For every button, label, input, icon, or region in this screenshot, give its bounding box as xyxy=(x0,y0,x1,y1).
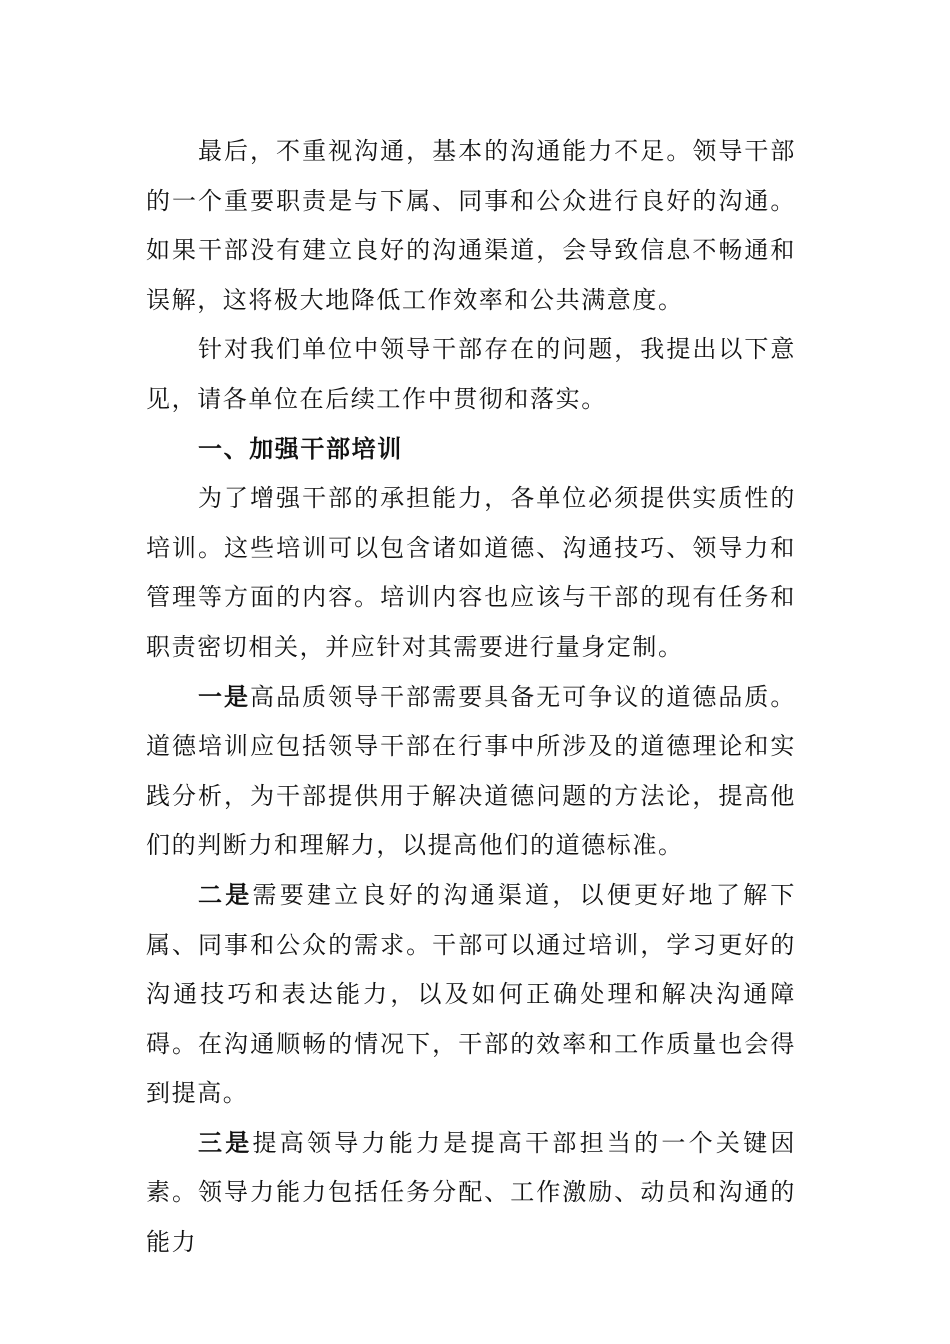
paragraph-point-one xyxy=(146,673,796,871)
paragraph-text: 提高领导力能力是提高干部担当的一个关键因素。领导力能力包括任务分配、工作激励、动员和沟通的能力 xyxy=(146,1128,796,1257)
section-heading-text: 一、加强干部培训 xyxy=(198,434,403,463)
paragraph-training xyxy=(146,474,796,672)
section-heading xyxy=(146,425,796,475)
point-lead: 三是 xyxy=(198,1128,253,1157)
paragraph-text: 为了增强干部的承担能力，各单位必须提供实质性的培训。这些培训可以包含诸如道德、沟通技巧、领导力和管理等方面的内容。培训内容也应该与干部的现有任务和职责密切相关，并应针对其需要进行量身定制。 xyxy=(146,484,796,661)
paragraph-text: 高品质领导干部需要具备无可争议的道德品质。道德培训应包括领导干部在行事中所涉及的道德理论和实践分析，为干部提供用于解决道德问题的方法论，提高他们的判断力和理解力，以提高他们的道德标准。 xyxy=(146,682,796,860)
paragraph-communication xyxy=(146,127,796,325)
document-body xyxy=(146,127,796,1268)
paragraph-point-three xyxy=(146,1119,796,1268)
paragraph-text: 最后，不重视沟通，基本的沟通能力不足。领导干部的一个重要职责是与下属、同事和公众进行良好的沟通。如果干部没有建立良好的沟通渠道，会导致信息不畅通和误解，这将极大地降低工作效率和公共满意度。 xyxy=(146,137,796,314)
paragraph-text: 需要建立良好的沟通渠道，以便更好地了解下属、同事和公众的需求。干部可以通过培训，学习更好的沟通技巧和表达能力，以及如何正确处理和解决沟通障碍。在沟通顺畅的情况下，干部的效率和工作质量也会得到提高。 xyxy=(146,880,796,1108)
paragraph-text: 针对我们单位中领导干部存在的问题，我提出以下意见，请各单位在后续工作中贯彻和落实。 xyxy=(146,335,796,413)
point-lead: 二是 xyxy=(198,880,253,909)
paragraph-point-two xyxy=(146,871,796,1119)
paragraph-proposal-intro xyxy=(146,325,796,424)
point-lead: 一是 xyxy=(198,682,251,711)
